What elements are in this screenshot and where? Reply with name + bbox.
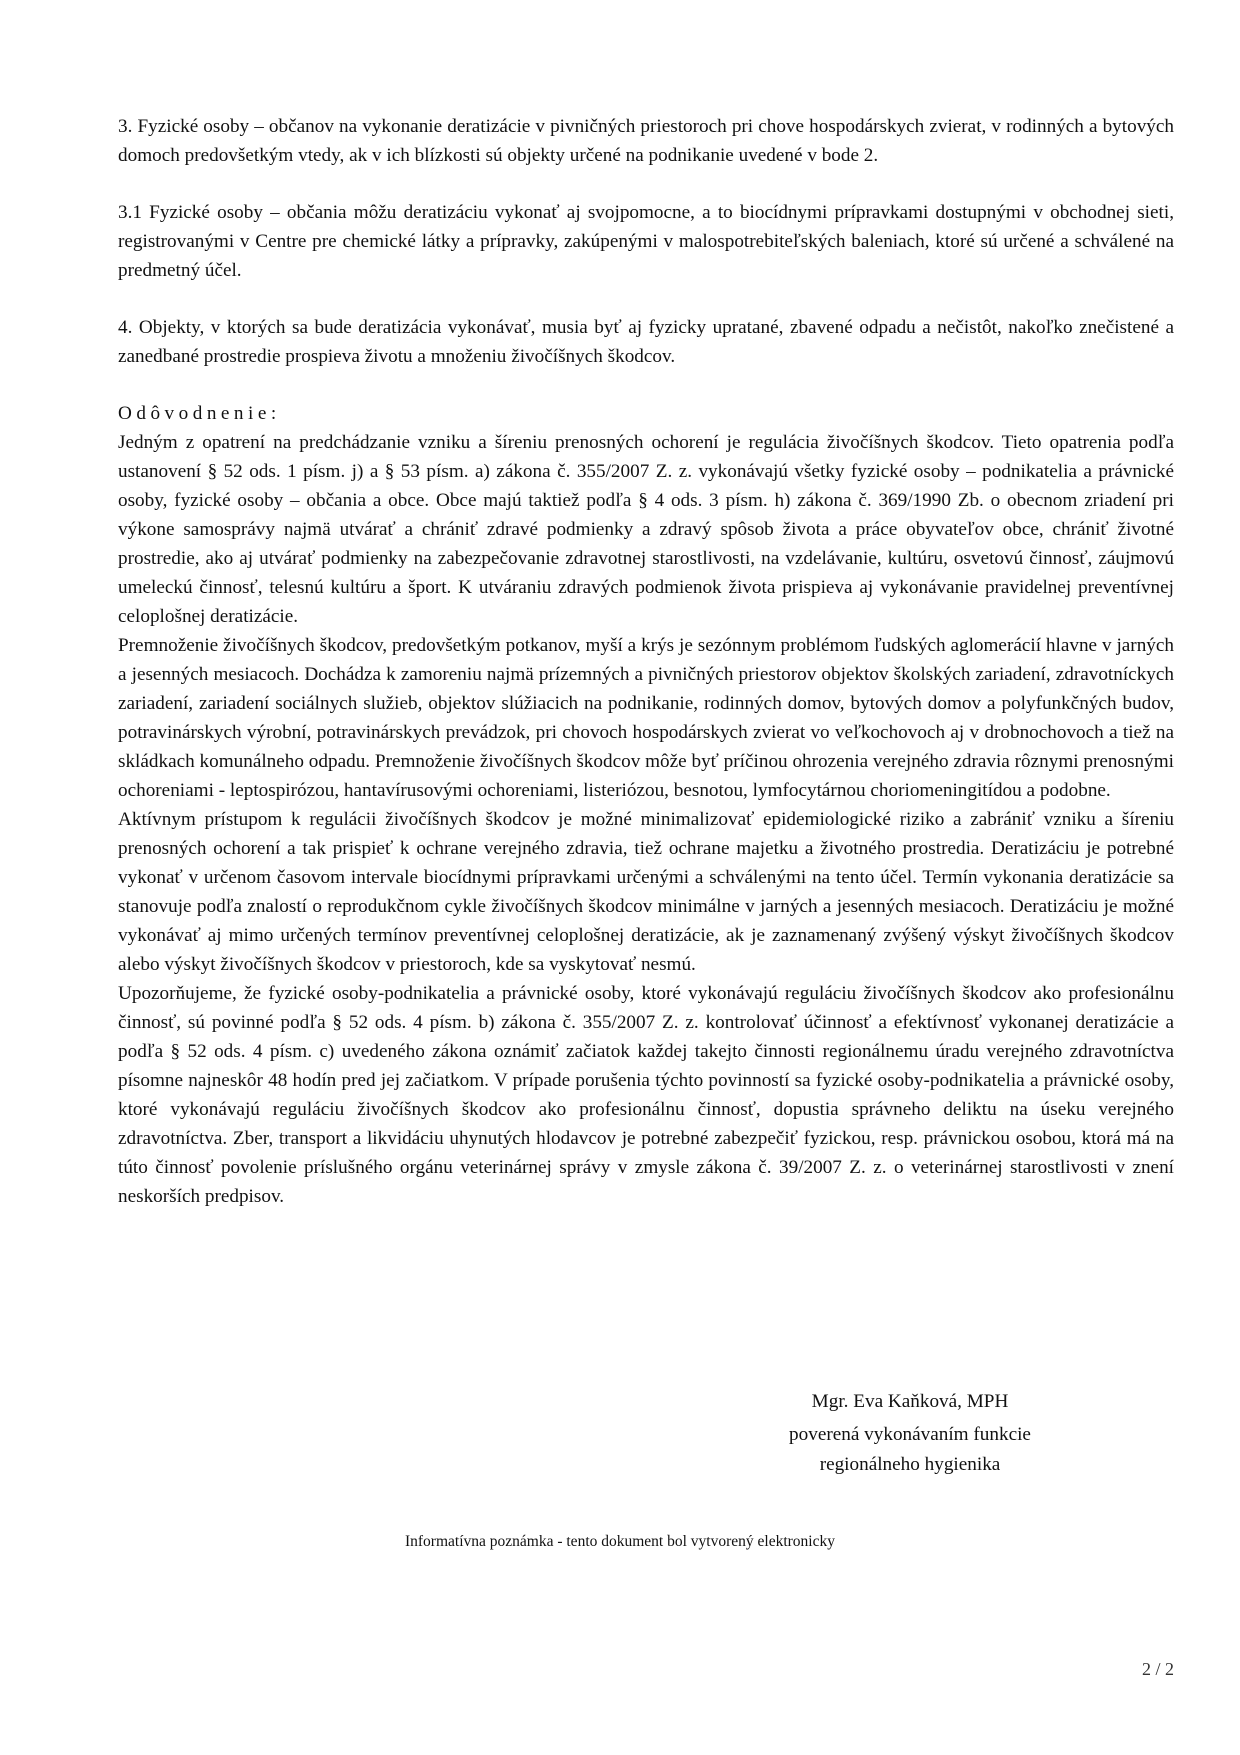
justification-paragraph-1: Jedným z opatrení na predchádzanie vzniku a šíreniu prenosných ochorení je regulácia živočíšnych škodcov. Tieto opatrenia podľa ustanovení § 52 ods. 1 písm. j) a § 53 písm. a) zákona č. 355/2007 Z. z. vykonávajú všetky fyzické osoby – podnikatelia a právnické osoby, fyzické osoby – občania a obce. Obce majú taktiež podľa § 4 ods. 3 písm. h) zákona č. 369/1990 Zb. o obecnom zriadení pri výkone samosprávy najmä utvárať a chrániť zdravé podmienky a zdravý spôsob života a práce obyvateľov obce, chrániť životné prostredie, ako aj utvárať podmienky na zabezpečovanie zdravotnej starostlivosti, na vzdelávanie, kultúru, osvetovú činnosť, záujmovú umeleckú činnosť, telesnú kultúru a šport. K utváraniu zdravých podmienok života prispieva aj vykonávanie pravidelnej preventívnej celoplošnej deratizácie.	[118, 432, 1174, 627]
justification-paragraph-4: Upozorňujeme, že fyzické osoby-podnikatelia a právnické osoby, ktoré vykonávajú reguláciu živočíšnych škodcov ako profesionálnu činnosť, sú povinné podľa § 52 ods. 4 písm. b) zákona č. 355/2007 Z. z. kontrolovať účinnosť a efektívnosť vykonanej deratizácie a podľa § 52 ods. 4 písm. c) uvedeného zákona oznámiť začiatok každej takejto činnosti regionálnemu úradu verejného zdravotníctva písomne najneskôr 48 hodín pred jej začiatkom. V prípade porušenia týchto povinností sa fyzické osoby-podnikatelia a právnické osoby, ktoré vykonávajú reguláciu živočíšnych škodcov ako profesionálnu činnosť, dopustia správneho deliktu na úseku verejného zdravotníctva. Zber, transport a likvidáciu uhynutých hlodavcov je potrebné zabezpečiť fyzickou, resp. právnickou osobou, ktorá má na túto činnosť povolenie príslušného orgánu veterinárnej správy v zmysle zákona č. 39/2007 Z. z. o veterinárnej starostlivosti v znení neskorších predpisov.	[118, 983, 1174, 1207]
signatory-role-line-1: poverená vykonávaním funkcie	[789, 1424, 1031, 1445]
section-point-3-1: 3.1 Fyzické osoby – občania môžu deratizáciu vykonať aj svojpomocne, a to biocídnymi prípravkami dostupnými v obchodnej sieti, registrovanými v Centre pre chemické látky a prípravky, zakúpenými v malospotrebiteľských baleniach, ktoré sú určené a schválené na predmetný účel.	[118, 202, 1174, 281]
justification-paragraph-3: Aktívnym prístupom k regulácii živočíšnych škodcov je možné minimalizovať epidemiologické riziko a zabrániť vzniku a šíreniu prenosných ochorení a tak prispieť k ochrane verejného zdravia, tiež ochrane majetku a životného prostredia. Deratizáciu je potrebné vykonať v určenom časovom intervale biocídnymi prípravkami určenými a schválenými na tento účel. Termín vykonania deratizácie sa stanovuje podľa znalostí o reprodukčnom cykle živočíšnych škodcov minimálne v jarných a jesenných mesiacoch. Deratizáciu je možné vykonávať aj mimo určených termínov preventívnej celoplošnej deratizácie, ak je zaznamenaný zvýšený výskyt živočíšnych škodcov alebo výskyt živočíšnych škodcov v priestoroch, kde sa vyskytovať nesmú.	[118, 809, 1174, 975]
electronic-document-note: Informatívna poznámka - tento dokument bol vytvorený elektronicky	[404, 1533, 835, 1550]
signatory-role-line-2: regionálneho hygienika	[819, 1454, 1001, 1475]
spacer	[118, 170, 1174, 198]
signatory-name: Mgr. Eva Kaňková, MPH	[811, 1391, 1009, 1412]
spacer	[118, 371, 1174, 399]
section-point-4: 4. Objekty, v ktorých sa bude deratizácia vykonávať, musia byť aj fyzicky upratané, zbavené odpadu a nečistôt, nakoľko znečistené a zanedbané prostredie prospieva životu a množeniu živočíšnych škodcov.	[118, 317, 1174, 367]
page-number: 2 / 2	[1141, 1659, 1174, 1679]
section-point-3: 3. Fyzické osoby – občanov na vykonanie deratizácie v pivničných priestoroch pri chove hospodárskych zvierat, v rodinných a bytových domoch predovšetkým vtedy, ak v ich blízkosti sú objekty určené na podnikanie uvedené v bode 2.	[118, 116, 1174, 166]
justification-heading: Odôvodnenie:	[118, 403, 281, 424]
signature-block	[740, 1387, 1080, 1480]
justification-paragraph-2: Premnoženie živočíšnych škodcov, predovšetkým potkanov, myší a krýs je sezónnym problémom ľudských aglomerácií hlavne v jarných a jesenných mesiacoch. Dochádza k zamoreniu najmä prízemných a pivničných priestorov objektov školských zariadení, zdravotníckych zariadení, zariadení sociálnych služieb, objektov slúžiacich na podnikanie, rodinných domov, bytových domov a polyfunkčných budov, potravinárskych výrobní, potravinárskych prevádzok, pri chovoch hospodárskych zvierat vo veľkochovoch aj v drobnochovoch a tiež na skládkach komunálneho odpadu. Premnoženie živočíšnych škodcov môže byť príčinou ohrozenia verejného zdravia rôznymi prenosnými ochoreniami - leptospirózou, hantavírusovými ochoreniami, listeriózou, besnotou, lymfocytárnou choriomeningitídou a podobne.	[118, 635, 1174, 801]
document-body	[118, 112, 1174, 1211]
spacer	[118, 285, 1174, 313]
